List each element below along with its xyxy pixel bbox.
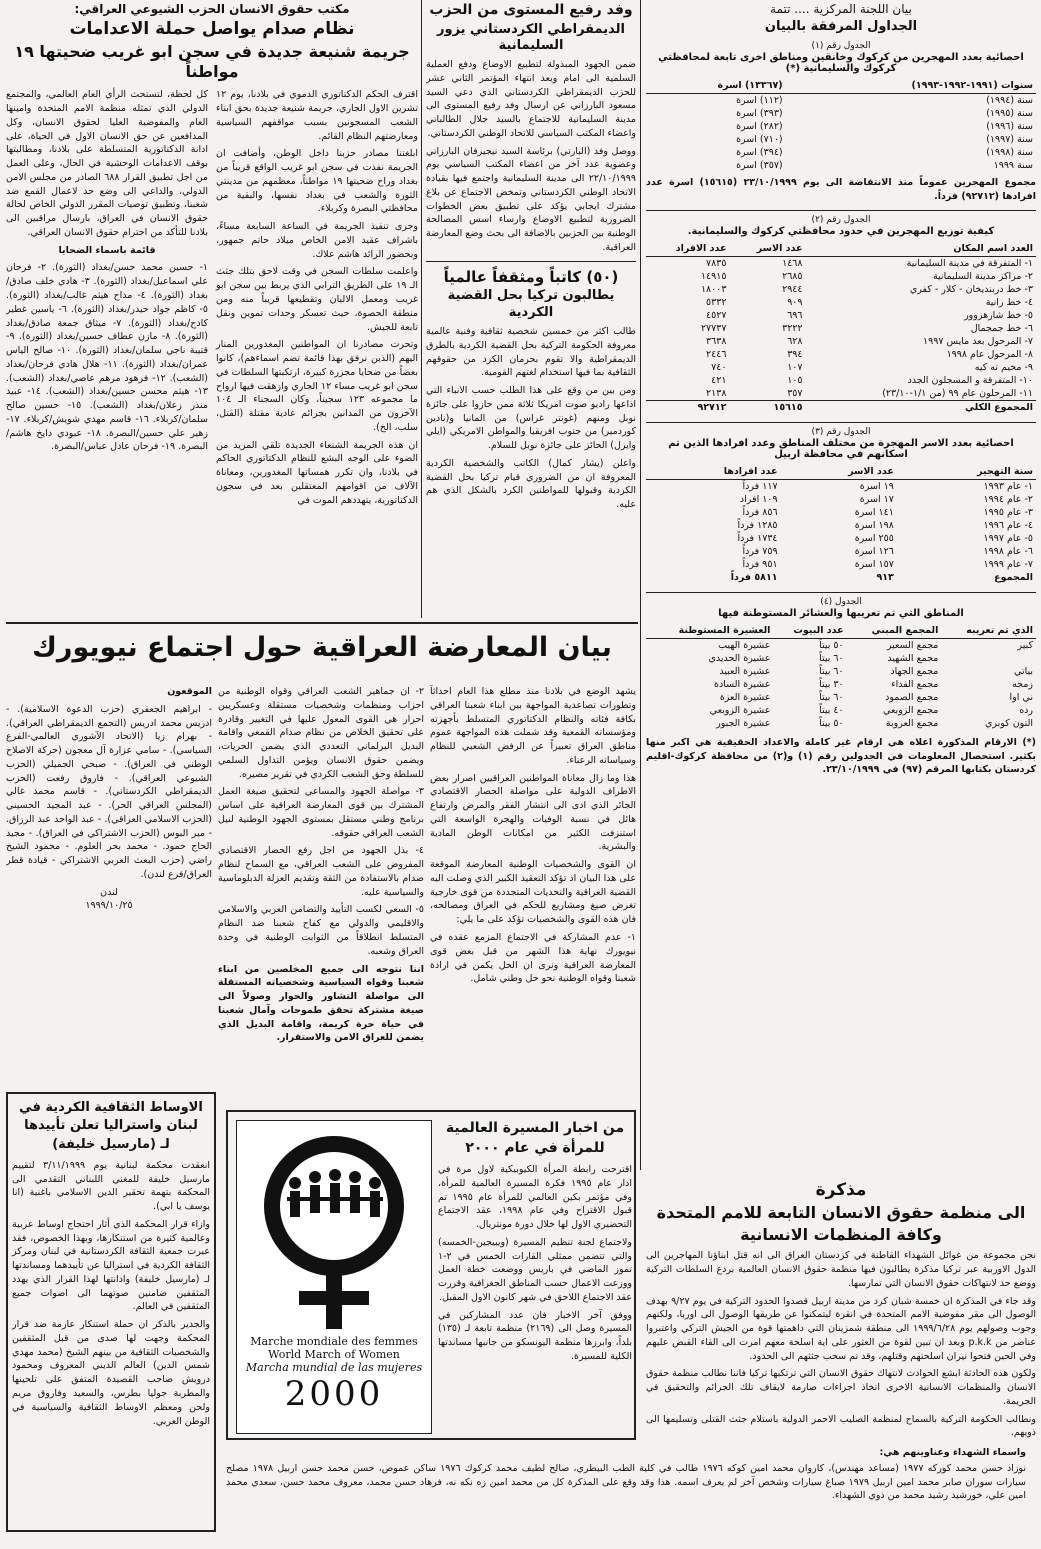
signers-title: الموقعون [167,686,212,697]
table-cell: ١٧ اسرة [859,493,894,505]
article-subtitle: جريمة شنيعة جديدة في سجن ابو غريب ضحيتها ١٩ مواطناً [14,42,410,82]
article-saddam-executions [6,0,418,618]
table-cell: ٩٥١ فرداً [742,558,778,570]
table-cell: عشيرة العبيد [719,665,771,677]
table-cell: ٧٨٣٥ [706,257,727,269]
table-cell: ٨٥٦ فرداً [742,506,778,518]
table-row [646,545,1036,558]
table-cell: ٦٢٨ [787,335,803,347]
table-row [646,479,1036,493]
table-cell: ٩٠٩ [787,296,803,308]
table-3 [646,464,1036,584]
table-row [646,665,1036,678]
table-3-title: احصائية بعدد الاسر المهجرة من مختلف المناطق وعدد افرادها الذين تم اسكانهم في محافظة اربيل [668,437,1014,460]
table-cell: ٢٥٥ اسرة [854,532,894,544]
table-cell: ١٥٧ اسرة [854,558,894,570]
table-row [646,519,1036,532]
table-cell: ١٩ اسرة [859,480,894,492]
article-paragraph: اقترحت رابطة المرأة الكيوبيكية لاول مرة في اذار عام ١٩٩٥ فكرة المسيرة العالمية للمرأة، وفي مؤتمر بكين العالمي للمرأة عام ١٩٩٥ تم قبول الاقتراح وفي عام ١٩٩٨، عقد الاجتماع التحضيري الاول لها خلال دورة مونتريال. [438,1164,632,1231]
table-cell: عشيرة السادة [714,678,771,690]
table-cell: مجمع الجهاد [890,665,939,677]
victims-list: ١- حسين محمد حسن/بغداد (الثورة). ٢- فرحان علي اسماعيل/بغداد (الثورة). ٣- هادي خلف صادق/بغداد (الثورة). ٤- مداح هيثم غالب/بغداد (الثورة). ٥- كاظم جواد حيدر/بغداد (الثورة). ٦- ياسين غطير كادح/بغداد (الثورة). ٧- ميثاق جمعة صادق/بغداد (الثورة). ٨- مازن عطاف حسين/بغداد (الثورة). ٩- قتيبة ناجي سلمان/بغداد (الثورة). ١٠- صالح الياس عمران/بغداد (الثورة). ١١- هلال هادي فرحان/بغداد (الشعب). ١٢- فرهود مرهم عاصي/بغداد (الشعب). ١٣- هيثم محسن حسين/بغداد (الشعب). ١٤- عبيد منذر زعلان/بغداد (الشعب). ١٥- حسين صالح سلمان/كربلاء. ١٦- قاسم مهدي شويش/كربلاء. ١٧- زهير علي حسين/البصرة. ١٨- عبودي دايخ هاشم/البصرة. ١٩- فرحان عادل عباس/البصرة. [6,262,209,453]
table-cell: المجموع [994,571,1033,583]
table-cell: (٣٩٤) اسرة [736,147,783,159]
table-cell: بياتي [1014,665,1033,677]
table-cell: مجمع الزوبعي [883,704,939,716]
signers-list: - ابراهيم الجعفري (حزب الدعوة الاسلامية). - ادريس محمد ادريس (التجمع الديمقراطي العراقي). - بهرام زيا (الاتحاد الآشوري العالمي-الفرع السياسي). - سامي عزارة آل معجون (حركة الاصلاح الوطني في العراق). - صبحي الجميلي (الحزب الشيوعي العراقي). - فاروق رفعت (الحزب الديمقراطي الكردستاني). - قاسم محمد غالي (المجلس العراقي الحر). - عبد المجيد الحسيني (الحزب الاسلامي العراقي). - عبد الواحد عبد الرزاق. - مير البوس (الحزب الاشتراكي في العراق). - مجيد الحاج حمود. - محمد بحر العلوم. - محمود الشيخ راضي (حزب البعث العربي الاشتراكي - قيادة قطر العراق/فرع لندن). [6,703,212,880]
article-paragraph: ١- عدم المشاركة في الاجتماع المزمع عقده في نيويورك نهاية هذا الشهر من قبل بعض قوى المعارضة العراقية ونرى ان الحل يكمن في ارادة شعبنا وقواه الوطنية نحو حل وطني شامل. [430,932,636,985]
table-cell: ١- عام ١٩٩٣ [983,480,1033,492]
martyrs-names-list: نوزاد حسن محمد كوركه ١٩٧٧ (مساعد مهندس)، كاروان محمد امين كوكه ١٩٧٦ طالب في كلية الطب البيطري، صالح لطيف محمد كركوك ١٩٧٦ ساكن عموص، حسن محمد حسن اربيل ١٩٧٨ مصلح سيارات سوران صابر محمد امين اربيل ١٩٧٩ صباغ سيارات وشخص آخر لم يعرف اسمه. هذا وقد وقع على المذكرة كل من محمد امين زه نكه نه، فرهاد حسن محمد، معروف محمد حسن، سعدي محمد امين علي، خورشيد رشيد محمد من ذوي الشهداء. [226,1462,1026,1502]
table-cell: ٩- مخيم ته كيه [974,361,1033,373]
poster-year: 2000 [284,1374,384,1414]
memo-title: مذكرة [815,1180,867,1200]
table-total-row [646,571,1036,584]
women-symbol-icon [237,1121,431,1331]
article-paragraph: ان القوى والشخصيات الوطنية المعارضة الموقعة على هذا البيان اذ تؤكد التعقيد الكبير الذي وصلت اليه القضية العراقية والتحديات المتجددة من قوى خارجية تغرض صيغ ومشاريع للحكم في العراق ومصالحه، فان هذه القوى والشخصيات تؤكد على ما يلي: [430,859,636,926]
table-cell: مجمع السعير [886,639,939,651]
table-cell: ني اوا [1009,691,1033,703]
table-cell: عشيرة العزة [719,691,771,703]
article-paragraph: ووفق آخر الاخبار فان عدد المشاركين في المسيرة وصل الى (٢١٦٩) منظمة تابعة لـ (١٣٥) بلداً، وابرزها منظمة اليونسكو من جانبها مساندتها الكلية للمسيرة. [438,1309,632,1362]
article-paragraph: طالب اكثر من خمسين شخصية ثقافية وفنية عالمية معروفة الحكومة التركية بحل القضية الكردية بالطرق الديمقراطية والا تقوم بحرمان الكرد من حقوقهم الثقافية بما فيها استخدام لغتهم القومية. [426,325,636,379]
table-cell: عشيرة الجبور [716,717,771,729]
table-row [646,348,1036,361]
table-3-label: الجدول رقم (٣) [811,426,871,437]
article-title: (٥٠) كاتباً ومثقفاً عالمياً [443,267,619,286]
table-cell [941,652,1036,665]
table-cell: كبير [1017,639,1033,651]
table-row [646,638,1036,652]
table-cell: عشيرة الحديدي [708,652,771,664]
table-cell: ٤٥٢٧ [706,309,727,321]
table-row [646,374,1036,387]
table-cell: ٢١٣٨ [706,387,727,399]
table-cell: ٤٠ بيتاً [819,704,844,716]
table-header: العدد اسم المكان [806,241,1036,257]
table-cell: ٩١٣ [876,571,894,583]
article-paragraph: اننا نتوجه الى جميع المخلصين من ابناء شعبنا وقواه السياسية وشخصياته المستقلة الى مواصلة التشاور والحوار وصولاً الى صيغة مشتركة تحقق طموحات وآمال شعبنا في حياة حرة كريمة، واقامة البديل الذي يضمن للعراق الامن والاستقرار. [218,963,424,1044]
tables-column [646,0,1036,1170]
table-header: عدد الاسر [729,241,805,257]
section-divider [6,622,638,624]
article-memo-un [646,1178,1036,1444]
article-paragraph: ٣- مواصلة الجهود والمساعي لتحقيق صيغة العمل المشترك بين قوى المعارضة العراقية على اساس برنامج وطني مستقل بمستوى الجهود الوطنية لنيل الشعب العراقي حقوقه. [218,786,424,839]
table-row [646,387,1036,401]
table-cell: ١٠- المتفرقة و المسجلون الجدد [907,374,1033,386]
table-cell: ٨- المرحول عام ١٩٩٨ [946,348,1033,360]
tables-head: بيان اللجنة المركزية .... تتمة [770,2,912,16]
table-header: عدد الافراد [646,241,729,257]
table-cell: ١١٧ فرداً [742,480,778,492]
table-cell: سنة (١٩٩٧) [986,134,1033,146]
box-title: لبنان واستراليا تعلن تأييدها [24,1118,198,1134]
table-cell: (١١٢) اسرة [736,95,783,107]
box-title: للمرأة في عام ٢٠٠٠ [465,1139,605,1156]
table-row [646,506,1036,519]
table-cell: (٧١٠) اسرة [736,134,783,146]
table-cell: ٤- خط رانية [985,296,1033,308]
table-cell: ٣٥٧ [787,387,803,399]
box-marcel-khalifa [6,1092,216,1532]
table-cell: ٢٧٧٣٧ [700,322,727,334]
article-paragraph: ٢- ان جماهير الشعب العراقي وقواه الوطنية من احزاب ومنظمات وشخصيات مستقلة وعسكريين احرار هي القوى المعول عليها في التغيير وقادرة على تحقيق الخلاص من نظام صدام القمعي واقامة البديل البرلماني التعددي الذي يضمن الحريات، ويضمن حقوق الانسان ويؤمن التداول السلمي للسلطة وحق الشعب الكردي في تقرير مصيره. [218,686,424,780]
table-row [646,120,1036,133]
table-cell: ١٠٧ [787,361,803,373]
martyrs-names [226,1446,1026,1544]
table-row [646,704,1036,717]
table-cell: ١٤٦٨ [782,257,803,269]
table-cell: مجمع الفداء [891,678,939,690]
table-cell: ٣- عام ١٩٩٥ [983,506,1033,518]
table-1 [646,78,1036,172]
table-cell: سنة (١٩٩٨) [986,147,1033,159]
table-header: المجمع المبني [847,623,942,639]
table-cell: ١٢٦ اسرة [854,545,894,557]
article-paragraph: والجدير بالذكر ان حملة استنكار عارمة ضد قرار المحكمة وجهت لها صدى من قبل المثقفين والشخصيات الثقافية من بينهم الشيخ (محمد مهدي شمس الدين) العالم الديني المعروف ومحمود درويش صاحب القصيدة المتفق على تلحينها والمطربة جوليا بطرس، والسعيد وفاروق مريم ولحن ومعظم الاوساط الثقافية والسياسية في الوطن العربي. [12,1319,210,1427]
table-4-title: المناطق التي تم تعريبها والعشائر المستوطنة فيها [718,607,964,619]
table-cell: ٢٤٤٦ [706,348,727,360]
table-cell: ٢٩٤٤ [782,283,803,295]
table-cell: ٢- عام ١٩٩٤ [983,493,1033,505]
table-cell: ٦٠ بيتاً [819,665,844,677]
table-row [646,256,1036,270]
table-row [646,678,1036,691]
table-cell: ٧- عام ١٩٩٩ [983,558,1033,570]
table-header: سنة التهجير [897,464,1036,480]
table-cell: ٩٢٧١٢ [697,401,727,413]
table-cell: رده [1019,704,1033,716]
table-total-row [646,400,1036,414]
table-cell: ٣٢٢٢ [782,322,803,334]
table-cell: ١٨٠٠٣ [700,283,727,295]
table-header: الذي تم تعريبه [941,623,1036,639]
victims-list-title: قائمة باسماء الضحايا [58,244,156,256]
table-cell: ١٤٩١٥ [700,270,727,282]
table-row [646,107,1036,120]
table-row [646,717,1036,730]
table-cell: مجمع الصمود [885,691,939,703]
table-cell: ٤- عام ١٩٩٦ [983,519,1033,531]
table-4 [646,623,1036,730]
article-paragraph: وتحرت مصادرنا ان المواطنين المغدورين المنار اليهم (الذين نرفق بهذا قائمة تضم اسماءهم)، كانوا بعضاً من ضحايا مجزرة كبيرة، ارتكبتها السلطات في سجن ابو غريب مساء ١٢ الجاري وازهقت فيها ارواح ما مجموعه ١٢٣ سجيناً، وكان السجناء الـ ١٠٤ الآخرون من المدانين بجرائم عادية مقتلة (القتل، سلب، الخ). [216,339,418,433]
table-row [646,322,1036,335]
table-cell: ٣٠ بيتاً [819,678,844,690]
article-paragraph: ابلغتنا مصادر حزبنا داخل الوطن، وأضافت ان الجريمة نفذت في سجن ابو غريب الواقع قريباً من بغداد وراح ضحيتها ١٩ مواطناً، معظمهم من مدينتي الثورة والشعب في بغداد نفسها، والبقية من محافظتي البصرة وكربلاء. [216,148,418,215]
world-march-poster [236,1120,432,1434]
box-title: لـ (مارسيل خليفة) [52,1136,170,1152]
table-cell: ٦- عام ١٩٩٨ [983,545,1033,557]
article-paragraph: اقترف الحكم الدكتاتوري الدموي في بلادنا، يوم ١٢ تشرين الاول الجاري، جريمة شنيعة جديدة بحق ابناء الشعب المسجونين بسبب مواقفهم السياسية ومعارضتهم النظام القائم. [216,89,418,142]
table-cell: (٢٨٢) اسرة [736,121,783,133]
table-cell: مجمع الشهيد [887,652,939,664]
article-paragraph: وازاء قرار المحكمة الذي أثار احتجاج اوساط عربية وعالمية كثيرة من استنكارها، وبهذا الخصوص، فقد عبرت جمعية الثقافة الكردستانية في لبنان ومركز الثقافة الكردية في استراليا عن تأييدهما ومساندتها لـ (مارسيل خليفة) وادانتها لهذا القرار الذي يهدد المثقفين ضامنين صوتهما الى اصوات جميع المثقفين في العالم. [12,1218,210,1313]
table-cell: ٦٠ بيتاً [819,652,844,664]
article-paragraph: واعلن (يشار كمال) الكاتب والشخصية الكردية المعروفة ان من الضروري قيام تركيا بحل القضية الكردية وقبولها للمواطنين الكرد بالشكل الذي هم عليه. [426,457,636,511]
box-title: الاوساط الثقافية الكردية في [19,1100,203,1115]
column-divider [640,0,641,1170]
statement-column-middle [218,685,424,1085]
table-4-label: الجدول (٤) [820,596,862,607]
table-row [646,133,1036,146]
memo-title: وكافة المنظمات الانسانية [740,1225,942,1245]
article-pre-head: مكتب حقوق الانسان الحزب الشيوعي العراقي: [74,2,350,16]
table-row [646,94,1036,108]
statement-date: ١٩٩٩/١٠/٢٥ [85,900,133,912]
table-header: (١٣٣٦٧) اسرة [646,78,786,94]
memo-title: الى منظمة حقوق الانسان التابعة للامم المتحدة [656,1203,1026,1223]
box-title: من اخبار المسيرة العالمية [445,1120,625,1136]
table-cell: (٣٩٣) اسرة [736,108,783,120]
table-cell: ٣٩٤ [787,348,803,360]
table-row [646,283,1036,296]
article-title: الديمقراطي الكردستاني يزور السليمانية [437,21,625,53]
poster-text-fr: Marche mondiale des femmes [250,1335,418,1348]
table-cell: ١٥٦١٥ [773,401,803,413]
table-cell: ٦- خط جمجمال [970,322,1033,334]
table-cell: ٦٠ بيتاً [819,691,844,703]
table-cell: ٥- خط شارهزوور [964,309,1033,321]
table-cell: المجموع الكلي [965,401,1033,413]
article-paragraph: ولاجتماع لجنة تنظيم المسيرة (ويبيجين-الخمسه) والتي تتضمن ممثلي القارات الخمس في ٢-١ تموز الماضي في باريس ووضعت خطة العمل ووزعت الاعمال حسب المناطق الجغرافية وقررت عقد الاجتماع اللاحق في شهر كانون الاول المقبل. [438,1236,632,1303]
table-row [646,361,1036,374]
table-row [646,652,1036,665]
table-cell: ٤٢١ [711,374,727,386]
main-headline: بيان المعارضة العراقية حول اجتماع نيويورك [32,632,612,663]
table-cell: ١٧٣٤ فرداً [737,532,778,544]
column-divider [421,0,422,618]
table-header: عدد الاسر [781,464,897,480]
table-cell: ٢- مراكز مدينة السليمانية [932,270,1033,282]
table-1-total: مجموع المهجرين عموماً منذ الانتفاضة الى يوم ٢٣/١٠/١٩٩٩ (١٥٦١٥) اسرة عدد افرادها (٩٢٧١٢) فرداً. [646,177,1036,203]
table-row [646,691,1036,704]
article-paragraph: واعلمت سلطات السجن في وقت لاحق بتلك جثث الـ ١٩ على الطريق الترابي الذي يربط بين سجن ابو غريب ومعمل الالبان وتقطيعها قريباً منه ومن منطقة الحصوة، حيث تعسكر وحدات تموين ونقل تابعة للجيش. [216,266,418,333]
table-cell: ١٢٨٥ فرداً [737,519,778,531]
table-header: سنوات (١٩٩١-١٩٩٢-١٩٩٣) [786,78,1036,94]
table-cell: ٥٣٣٢ [706,296,727,308]
article-paragraph: انعقدت محكمة لبنانية يوم ٣/١١/١٩٩٩ لتقييم مارسيل خليفة للمغني اللبناني التقدمي الى المحكمة بتهمة تحقير الدين الاسلامي باغنية (انا يوسف يا ابي). [12,1159,210,1213]
table-cell: ٥- عام ١٩٩٧ [983,532,1033,544]
article-paragraph: وجرى تنفيذ الجريمة في الساعة السابعة مساءً، باشراف عقيد الامن الخاص ميلاد حاتم جمهور، وبحضور الرائد هاشم علاك. [216,221,418,260]
table-cell: سنة (١٩٩٤) [986,95,1033,107]
table-header: عدد افرادها [646,464,781,480]
article-paragraph: هذا وما زال معاناة المواطنين العراقيين اصرار بعض الاطراف الدولية على مواصلة الحصار الاقتصادي الجائر الذي ادى الى انتشار الفقر والمرض وارتفاع هائل في نسبة الوفيات والهجرة الواسعة التي استنزفت الكثير من امكانات الوطن المادية والبشرية. [430,772,636,853]
table-cell: ٧- المرحول بعد مايس ١٩٩٧ [923,335,1033,347]
table-2 [646,241,1036,414]
martyrs-names-title: واسماء الشهداء وعناوينهم هي: [879,1447,1026,1458]
article-paragraph: نحن مجموعة من عوائل الشهداء القاطنة في كردستان العراق الى انه قتل ابناؤنا المهاجرين الى الدول الاوربية عبر تركيا مذكرة يطالبون فيها منظمة حقوق الانسان العالمية بردع السلطات التركية ووضع حد لانتهاكات حقوق الانسان التي تمارسها. [646,1250,1036,1289]
table-cell: مجمع العروبة [885,717,939,729]
table-cell: ٧٥٩ فرداً [742,545,778,557]
article-paragraph: كل لحظة، لتستحث الرأي العام العالمي، والمجتمع الدولي الذي تمثله منظمة الامم المتحدة وامينها العام والمفوضية العليا لحقوق الانسان، وكل المدافعين عن حق الانسان الاول في الحياة، على ادانة الدكتاتورية المتسلطة على بلادنا، ومطالبتها بوقف الاعدامات الوحشية في الحال، وعلى العمل من اجل تطبيق القرار ٦٨٨ الصادر من مجلس الامن الدولي، والداعي الى وضع حد لاعمال القمع ضد شعبنا، وتطبيق توصيات المقرر الدولي الخاص لحالة حقوق الانسان في العراق، بارسال مراقبين الى بلادنا للتأكد من احترام حقوق الانسان العراقي. [6,89,208,238]
article-title: نظام صدام يواصل حملة الاعدامات [69,19,355,39]
article-paragraph: وقد جاء في المذكرة ان خمسة شبان كرد من مدينة اربيل قصدوا الحدود التركية في يوم ٩/٢٧ بهدف الوصول الى مقر مفوضية الامم المتحدة في انقرة ليتمكنوا عن طريقها الوصول الى اوربا، ولكنهم وجوب وصولهم يوم ١٩٩٩/٦/٢٨ الى منطقة شمزينان التي داهمتها قوة من الجيش التركي واعتبروا عناصر من p.k.k وبعد ان تبين لقوة من العثور على اية اسلحة معهم امرت الى القاء القبض عليهم وفي الحين فتحوا نيران اسلحتهم وقتلهم، وقد تم سحب جثثهم الى الحدود. [646,1295,1036,1362]
table-header: العشيرة المستوطنة [646,623,773,639]
tables-head: الجداول المرفقة بالبيان [764,19,918,34]
table-row [646,493,1036,506]
table-2-label: الجدول رقم (٢) [811,214,871,225]
article-paragraph: ٤- بذل الجهود من اجل رفع الحصار الاقتصادي المفروض على الشعب العراقي، مع السماح لنظام صدام بالاستفادة من الثقة وتقديم العزلة الدبلوماسية والسياسية عليه. [218,845,424,898]
table-cell: عشيرة الهيب [718,639,771,651]
table-cell: ٧٤٠ [711,361,727,373]
article-paragraph: ان هذه الجريمة الشنعاء الجديدة تلقي المزيد من الضوء على الوجه البشع للنظام الدكتاتوري الحاكم في بلادنا، وان تكرر همساتها المغدورين، ومعاناة الآلاف من اقوامهم المعتقلين بعد في سجون الدكتاتورية، يتهددهم الموت في [216,439,418,506]
statement-column-left [6,685,212,1085]
table-row [646,558,1036,571]
table-cell: ١٠٥ [787,374,803,386]
table-header: عدد البيوت [773,623,846,639]
article-paragraph: ووصل وفد (البارتي) برئاسة السيد نيجيرفان البارزاني وعضوية عدد آخر من اعضاء المكتب السياسي يوم ٢٢/١٠/١٩٩٩ الى مدينة السليمانية واجتمع فيها بقيادة الاتحاد الوطني الكردستاني وتمخض الاجتماع عن بلاغ مشترك ايجابي يؤكد على تطبيق بعض الخطوات الضرورية لتطبيع الاوضاع وارساء اسس المصالحة الوطنية بين الحزبين بالاضافة الى بحث وضع المعارضة العراقية. [426,145,636,253]
table-cell: ١٤١ اسرة [854,506,894,518]
table-1-title: احصائية بعدد المهجرين من كركوك وخانقين ومناطق اخرى تابعة لمحافظتي كركوك والسليمانية (*) [658,52,1024,75]
table-cell: ٢٦٨٥ [782,270,803,282]
tables-footnote: (*) الارقام المذكورة اعلاه هي ارقام غير كاملة والاعداد الحقيقية هي اكبر منها بكثير. استحصال المعلومات في الجدولين رقم (١) و(٢) من محافظة كركوك-اقليم كردستان بكتابها المرقم (٩٧) في ٢٣/١٠/١٩٩٩. [646,736,1036,776]
table-cell: ٣٦٣٨ [706,335,727,347]
article-paragraph: ضمن الجهود المبذولة لتطبيع الاوضاع ودفع العملية السلمية الى امام وبعد انتهاء المؤتمر الثاني عشر للحزب الديمقراطي الكردستاني الذي دعي السيد مسعود البارزاني عن ارسال وفد رفيع المستوى الى مدينة السليمانية للاجتماع بالسيد جلال الطالباني واعضاء المكتب السياسي للاتحاد الوطني الكردستاني. [426,59,636,139]
statement-place: لندن [100,886,118,898]
table-row [646,309,1036,322]
poster-text-en: World March of Women [268,1348,400,1361]
table-cell: سنة ١٩٩٩ [993,160,1033,172]
table-cell: ١١- المرحلون عام ٩٩ (من ١/١-٢٣/١٠) [882,387,1033,399]
table-cell: ١٠٩ افراد [739,493,778,505]
table-cell: ١٩٨ اسرة [854,519,894,531]
statement-column-right [430,685,636,1085]
table-row [646,335,1036,348]
table-cell: زمجه [1012,678,1033,690]
table-2-title: كيفية توزيع المهجرين في حدود محافظتي كركوك والسليمانية. [687,225,995,237]
article-title: وفد رفيع المستوى من الحزب [429,2,633,18]
table-cell: ٣- خط دربنديخان - كلار - كفري [909,283,1033,295]
table-cell: سنة (١٩٩٦) [986,121,1033,133]
table-row [646,146,1036,159]
table-1-label: الجدول رقم (١) [811,41,871,52]
table-cell: ٦٩٦ [787,309,803,321]
table-cell: (٣٥٧) اسرة [736,160,783,172]
table-cell: ٥٠ بيتاً [819,639,844,651]
article-paragraph: ٥- السعي لكسب التأييد والتضامن العربي والاسلامي والاقليمي والدولي مع كفاح شعبنا ضد النظام المتسلط انطلاقاً من الثوابت الوطنية في وحدة العراق وشعبه. [218,904,424,957]
table-row [646,270,1036,283]
table-row [646,296,1036,309]
article-paragraph: ومن بين من وقع على هذا الطلب حسب الانباء التي اذاعها راديو صوت امريكا ثلاثة ممن حازوا على جائزة نوبل ومنهم (غونتر غراس) من المانيا و(نادين كوردمير) من جنوب افريقيا والمواطن الامريكي (ايلي وايزل) الحائز على جائزة نوبل للسلام. [426,385,636,452]
poster-text-es: Marcha mundial de las mujeres [245,1361,423,1374]
article-paragraph: ولكون هذه الحادثة ابشع الحوادث لانتهاك حقوق الانسان التي ترتكبها تركيا فاننا نطالب منظمة حقوق الانسان والمنظمات الانسانية الاخرى اتخاذ اجراءات صارمة لايقاف تلك الجرائم والتحقيق في الجريمة. [646,1368,1036,1407]
table-cell: التون كوبري [984,717,1033,729]
table-row [646,532,1036,545]
article-paragraph: ونطالب الحكومة التركية بالسماح لمنظمة الصليب الاحمر الدولية باستلام جثث القتلى وتسليمها الى ذويهم. [646,1413,1036,1439]
table-cell: ٥٨١١ فرداً [730,571,778,583]
table-cell: عشيرة الزوبعي [709,704,771,716]
table-row [646,159,1036,172]
table-cell: ٥٠ بيتاً [819,717,844,729]
article-title: يطالبون تركيا بحل القضية الكردية [447,288,615,320]
table-cell: ١- المتفرقة في مدينة السليمانية [906,257,1033,269]
article-kdp-delegation [426,0,636,618]
article-paragraph: يشهد الوضع في بلادنا منذ مطلع هذا العام احداثاً وتطورات تصاعدية المواجهة بين ابناء شعبنا العراقي بكافة فئاته والنظام الدكتاتوري المتسلط بأجهزته ومؤسساته القمعية وقد شملت هذه المواجهة عموم مناطق العراق تعبيراً عن الرفض الشعبي للنظام وسياساته الرعناء. [430,686,636,766]
table-cell: سنة (١٩٩٥) [986,108,1033,120]
box-world-march [226,1110,636,1440]
